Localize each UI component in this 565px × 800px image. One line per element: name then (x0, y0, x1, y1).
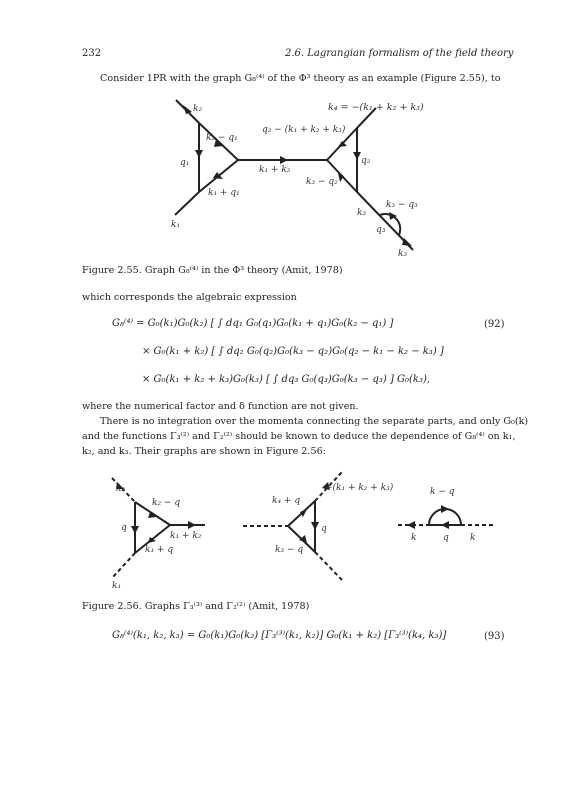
label-k3-a: k₃ (357, 208, 367, 218)
right-arrow-q (441, 521, 449, 529)
figure-2-56 (0, 460, 565, 590)
equation-92-line-1: G₈⁽⁴⁾ = G₀(k₁)G₀(k₂) [ ∫ dq₁ G₀(q₁)G₀(k₁ + q₁)G₀(k₂ − q₁) ] (112, 318, 394, 329)
middle-label-k4-plus-q: k₄ + q (272, 496, 301, 506)
label-k3-minus-q3: k₃ − q₃ (386, 200, 418, 210)
label-k1-plus-q1: k₁ + q₁ (208, 188, 240, 198)
equation-93: G₈⁽⁴⁾(k₁, k₂, k₃) = G₀(k₁)G₀(k₂) [Γ₃⁽³⁾(k₁, k₂)] G₀(k₁ + k₂) [Γ₃⁽³⁾(k₄, k₃)] (112, 630, 447, 641)
arrow-q1 (195, 150, 203, 158)
figure-256-caption: Figure 2.56. Graphs Γ₃⁽³⁾ and Γ₂⁽²⁾ (Amit, 1978) (82, 601, 310, 612)
right-label-q: q (443, 533, 449, 543)
left-line-k1-dashed (112, 553, 135, 578)
label-k3-b: k₃ (398, 249, 408, 259)
figure-255-caption: Figure 2.55. Graph G₈⁽⁴⁾ in the Φ³ theory (Amit, 1978) (82, 265, 343, 276)
middle-label-q: q (321, 524, 327, 534)
left-label-k1-plus-k2: k₁ + k₂ (170, 531, 202, 541)
label-k1-plus-k2: k₁ + k₂ (259, 165, 291, 175)
running-title: 2.6. Lagrangian formalism of the field theory (285, 48, 514, 59)
right-label-k-left: k (411, 533, 417, 543)
intro-text: Consider 1PR with the graph G₈⁽⁴⁾ of the Φ³ theory as an example (Figure 2.55), to (100, 73, 501, 84)
paragraph-line-4: k₂, and k₃. Their graphs are shown in Figure 2.56: (82, 446, 326, 457)
middle-line-bottom-dashed (315, 552, 342, 580)
label-q2-expr: q₂ − (k₁ + k₂ + k₃) (262, 125, 346, 135)
right-arrow-k-minus-q (441, 505, 449, 513)
left-arrow-k1-plus-k2 (188, 521, 196, 529)
left-label-k2-minus-q: k₂ − q (152, 498, 181, 508)
equation-92-line-3: × G₀(k₁ + k₂ + k₃)G₀(k₃) [ ∫ dq₃ G₀(q₃)G₀(k₃ − q₃) ] G₀(k₃), (142, 374, 431, 385)
label-k3-minus-q2: k₃ − q₂ (306, 177, 338, 187)
left-label-k1: k₁ (112, 581, 122, 590)
equation-93-number: (93) (484, 631, 505, 642)
arrow-q2-expr (338, 141, 347, 147)
equation-92-number: (92) (484, 319, 505, 330)
label-k1: k₁ (171, 220, 181, 230)
label-q2: q₂ (361, 156, 371, 166)
label-q3: q₃ (376, 225, 386, 235)
paragraph-line-2: There is no integration over the momenta connecting the separate parts, and only G₀(k) (100, 416, 529, 427)
left-label-k2: k₂ (116, 484, 126, 494)
paragraph-line-3: and the functions Γ₃⁽²⁾ and Γ₂⁽²⁾ should be known to deduce the dependence of G₈⁽⁴⁾ on k₁, (82, 431, 516, 442)
middle-label-k3-minus-q: k₃ − q (275, 545, 304, 555)
label-k2-minus-q1: k₂ − q₁ (206, 133, 238, 143)
text-corresponds: which corresponds the algebraic expression (82, 292, 297, 303)
middle-label-sum: −(k₁ + k₂ + k₃) (325, 483, 394, 493)
arrow-k1-plus-k2 (280, 156, 288, 164)
right-label-k-minus-q: k − q (430, 487, 455, 497)
right-arrow-k-left (407, 521, 415, 529)
figure-2-55 (0, 0, 565, 290)
right-label-k-right: k (470, 533, 476, 543)
left-label-k1-plus-q: k₁ + q (145, 545, 174, 555)
arrow-q2 (353, 152, 361, 160)
equation-92-line-2: × G₀(k₁ + k₂) [ ∫ dq₂ G₀(q₂)G₀(k₃ − q₂)G₀(q₂ − k₁ − k₂ − k₃) ] (142, 346, 444, 357)
label-k4: k₄ = −(k₁ + k₂ + k₃) (328, 102, 424, 113)
right-loop-k-minus-q (429, 509, 461, 525)
label-q1: q₁ (180, 158, 190, 168)
page-number: 232 (82, 48, 102, 59)
left-label-q: q (121, 523, 127, 533)
middle-arrow-q (311, 522, 319, 530)
left-arrow-q (131, 526, 139, 534)
paragraph-line-1: where the numerical factor and δ function are not given. (82, 401, 359, 412)
middle-arrow-k4-plus-q (300, 509, 307, 517)
line-k1 (175, 192, 199, 215)
label-k2: k₂ (193, 104, 203, 114)
